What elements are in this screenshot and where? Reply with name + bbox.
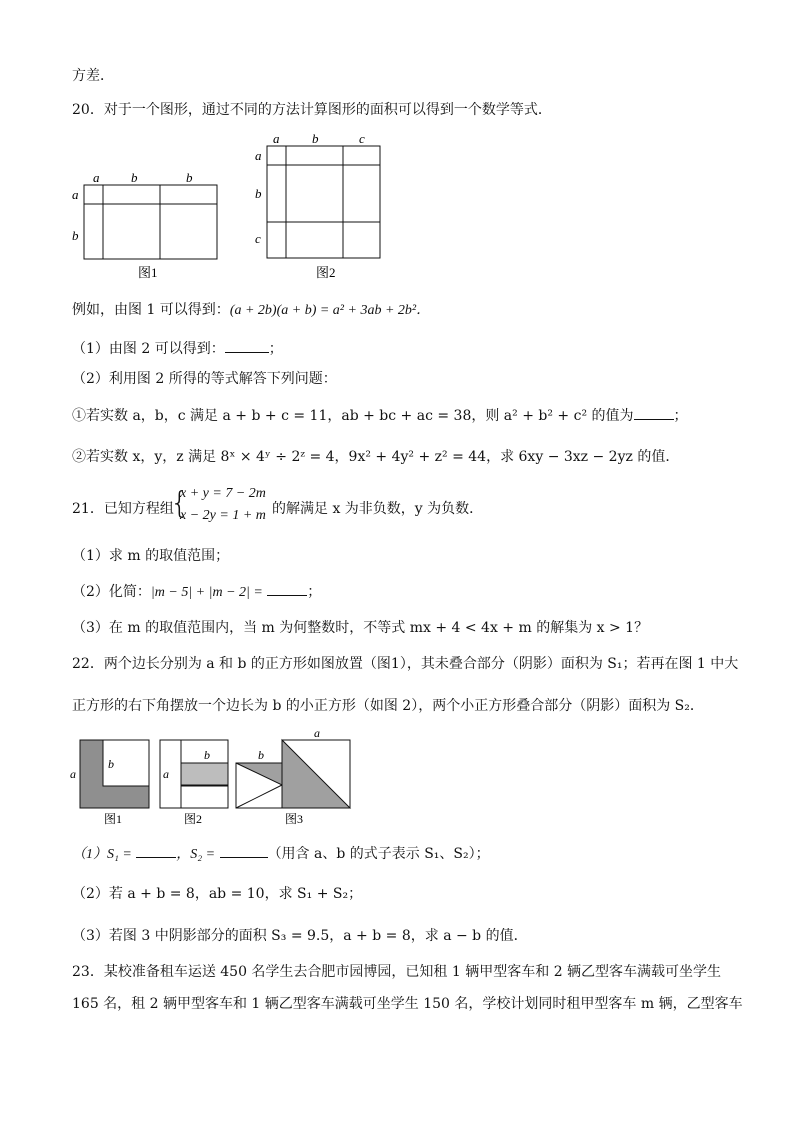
q23-line2: 165 名，租 2 辆甲型客车和 1 辆乙型客车满载可坐学生 150 名，学校计划同时租甲型客车 m 辆，乙型客车 bbox=[72, 996, 743, 1012]
q22-p1-b: ，S₂ = bbox=[176, 847, 216, 862]
q20-p1-blank[interactable] bbox=[225, 338, 269, 353]
fig2-top-c: c bbox=[359, 131, 365, 146]
q21-p2-pre: （2）化简： bbox=[72, 584, 151, 600]
fig2-left-b: b bbox=[255, 186, 262, 201]
frag-text: 方差． bbox=[72, 68, 114, 84]
q21-suffix: 的解满足 x 为非负数，y 为负数． bbox=[272, 501, 484, 517]
q20-p2a-text: ①若实数 a，b，c 满足 a + b + c = 11，ab + bc + ac = 38，则 a² + b² + c² 的值为 bbox=[72, 408, 634, 424]
q22-fig2-a: a bbox=[163, 767, 169, 781]
q22-part3: （3）若图 3 中阴影部分的面积 S₃ = 9.5，a + b = 8，求 a − b 的值． bbox=[72, 928, 528, 944]
q22-fig1-a: a bbox=[70, 767, 76, 781]
q22-fig2 bbox=[160, 740, 228, 808]
q21-p2-blank[interactable] bbox=[267, 581, 307, 596]
q21-part1: （1）求 m 的取值范围； bbox=[72, 548, 230, 564]
q20-example bbox=[72, 300, 430, 321]
fig2-left-c: c bbox=[255, 231, 261, 246]
q20-part2-a bbox=[72, 405, 688, 426]
fig2-top-b: b bbox=[312, 131, 319, 146]
q21-part3: （3）在 m 的取值范围内，当 m 为何整数时，不等式 mx + 4 < 4x + m 的解集为 x > 1？ bbox=[72, 620, 649, 636]
q22-fig3-caption: 图3 bbox=[285, 812, 304, 826]
q23-line1: 23．某校准备租车运送 450 名学生去合肥市园博园，已知租 1 辆甲型客车和 2 辆乙型客车满载可坐学生 bbox=[72, 964, 722, 980]
q22-part2: （2）若 a + b = 8，ab = 10，求 S₁ + S₂； bbox=[72, 886, 363, 902]
q20-p1-text: （1）由图 2 可以得到： bbox=[72, 341, 225, 357]
q21-brace: { bbox=[170, 486, 190, 521]
q22-fig2-b: b bbox=[204, 748, 210, 762]
q20-figures bbox=[60, 125, 400, 285]
q20-part2: （2）利用图 2 所得的等式解答下列问题： bbox=[72, 371, 337, 387]
q21-p2-expr: |m − 5| + |m − 2| = bbox=[150, 585, 263, 600]
fig1-top-b1: b bbox=[131, 170, 138, 185]
q21-eq2: x − 2y = 1 + m bbox=[180, 508, 266, 523]
q21-prefix: 21．已知方程组 bbox=[72, 501, 174, 517]
q20-part2-b: ②若实数 x，y，z 满足 8ˣ × 4ʸ ÷ 2ᶻ = 4，9x² + 4y² + z² = 44，求 6xy − 3xz − 2yz 的值． bbox=[72, 449, 680, 465]
fig1-left-b: b bbox=[72, 228, 79, 243]
q20-fig2 bbox=[267, 146, 380, 258]
q20-p2a-end: ； bbox=[673, 408, 688, 424]
q22-line2: 正方形的右下角摆放一个边长为 b 的小正方形（如图 2），两个小正方形叠合部分（阴影）面积为 S₂． bbox=[72, 698, 704, 714]
fig1-left-a: a bbox=[72, 187, 79, 202]
q21-part2 bbox=[72, 581, 321, 603]
q22-p1-blank1[interactable] bbox=[136, 843, 176, 858]
q22-fig1-caption: 图1 bbox=[104, 812, 123, 826]
q20-p1-end: ； bbox=[268, 341, 283, 357]
q22-fig3-b: b bbox=[258, 748, 264, 762]
q22-line1: 22．两个边长分别为 a 和 b 的正方形如图放置（图1），其未叠合部分（阴影）面积为 S₁；若再在图 1 中大 bbox=[72, 656, 739, 672]
q20-fig1 bbox=[84, 185, 217, 259]
q21-eq1: x + y = 7 − 2m bbox=[180, 486, 266, 501]
fig2-left-a: a bbox=[255, 148, 262, 163]
q22-fig3-a: a bbox=[314, 726, 320, 740]
q20-example-formula: (a + 2b)(a + b) = a² + 3ab + 2b²． bbox=[229, 303, 431, 318]
fig1-top-a: a bbox=[93, 170, 100, 185]
q22-fig3 bbox=[236, 740, 350, 808]
q20-part1 bbox=[72, 338, 283, 359]
q22-p1-blank2[interactable] bbox=[220, 843, 268, 858]
q22-fig2-caption: 图2 bbox=[184, 812, 203, 826]
q22-p1-c: （用含 a、b 的式子表示 S₁、S₂）； bbox=[267, 846, 490, 862]
q22-fig1-b: b bbox=[108, 757, 114, 771]
q22-p1-a: （1）S₁ = bbox=[72, 847, 132, 862]
q22-figures bbox=[60, 726, 360, 830]
q20-title: 20．对于一个图形，通过不同的方法计算图形的面积可以得到一个数学等式． bbox=[72, 102, 552, 118]
fig2-top-a: a bbox=[273, 131, 280, 146]
q22-part1 bbox=[72, 843, 490, 865]
q20-example-prefix: 例如，由图 1 可以得到： bbox=[72, 302, 230, 318]
fig1-caption: 图1 bbox=[138, 265, 158, 280]
q21-header bbox=[72, 484, 712, 528]
q21-p2-end: ； bbox=[307, 584, 322, 600]
fig1-top-b2: b bbox=[186, 170, 193, 185]
fig2-caption: 图2 bbox=[316, 265, 336, 280]
q22-fig1 bbox=[80, 740, 149, 808]
q20-p2a-blank[interactable] bbox=[634, 405, 674, 420]
